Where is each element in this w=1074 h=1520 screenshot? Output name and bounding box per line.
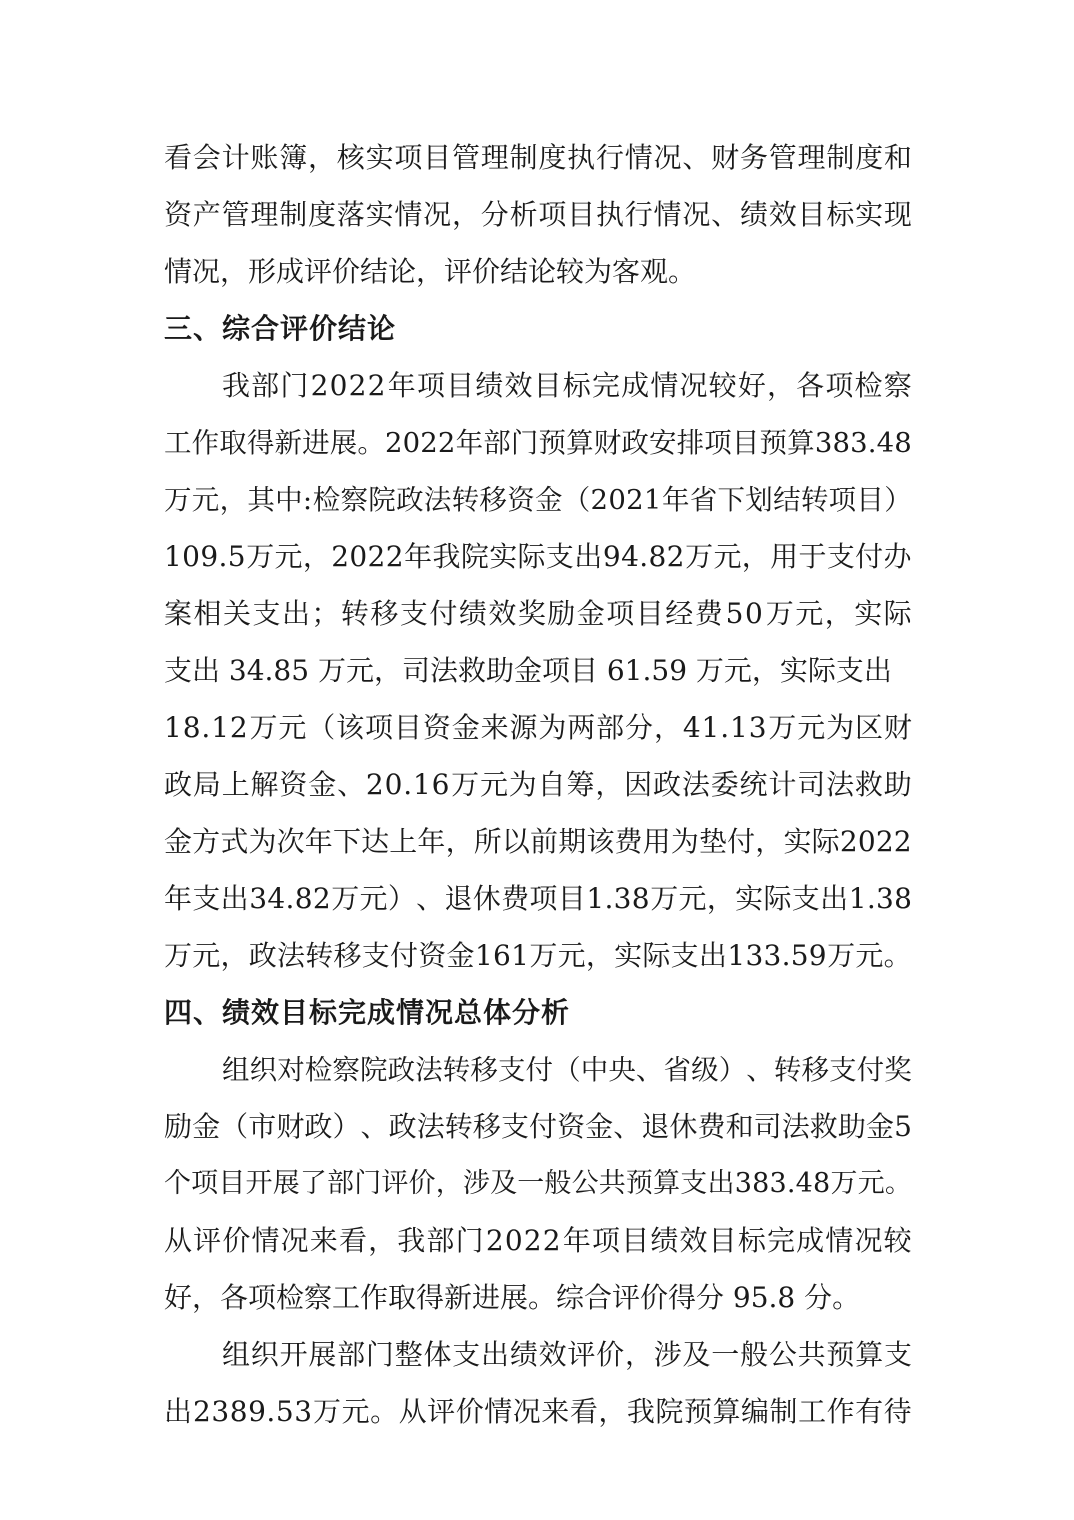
paragraph-line: 组 织 开 展 部 门 整 体 支 出 绩 效 评 价 ， 涉 及 一 般 公 共 预 算 支 <box>222 1338 912 1371</box>
paragraph-line: 1 0 9 . 5 万 元 ， 2 0 2 2 年 我 院 实 际 支 出 9 4 . 8 2 万 元 ， 用 于 支 付 办 <box>164 540 912 573</box>
paragraph-line: 工 作 取 得 新 进 展 。 2 0 2 2 年 部 门 预 算 财 政 安 排 项 目 预 算 3 8 3 . 4 8 <box>164 427 912 459</box>
paragraph-line: 金 方 式 为 次 年 下 达 上 年 ， 所 以 前 期 该 费 用 为 垫 付 ， 实 际 2 0 2 2 <box>164 825 912 858</box>
paragraph-line: 资 产 管 理 制 度 落 实 情 况 ， 分 析 项 目 执 行 情 况 、 绩 效 目 标 实 现 <box>164 198 912 231</box>
paragraph-line: 情况，形成评价结论，评价结论较为客观。 <box>164 255 697 288</box>
section-heading: 四、绩效目标完成情况总体分析 <box>164 996 571 1029</box>
paragraph-line: 出 2 3 8 9 . 5 3 万 元 。 从 评 价 情 况 来 看 ， 我 院 预 算 编 制 工 作 有 待 <box>164 1395 912 1428</box>
paragraph-line: 政 局 上 解 资 金 、 2 0 . 1 6 万 元 为 自 筹 ， 因 政 法 委 统 计 司 法 救 助 <box>164 768 912 801</box>
paragraph-line: 从 评 价 情 况 来 看 ， 我 部 门 2 0 2 2 年 项 目 绩 效 目 标 完 成 情 况 较 <box>164 1224 912 1257</box>
section-heading: 三、综合评价结论 <box>164 312 397 345</box>
paragraph-line: 励 金 （ 市 财 政 ） 、 政 法 转 移 支 付 资 金 、 退 休 费 和 司 法 救 助 金 5 <box>164 1110 912 1143</box>
paragraph-line: 1 8 . 1 2 万 元 （ 该 项 目 资 金 来 源 为 两 部 分 ， 4 1 . 1 3 万 元 为 区 财 <box>164 711 912 744</box>
paragraph-line: 案 相 关 支 出 ； 转 移 支 付 绩 效 奖 励 金 项 目 经 费 5 0 万 元 ， 实 际 <box>164 597 912 630</box>
paragraph-line: 支出 34.85 万元，司法救助金项目 61.59 万元，实际支出 <box>164 654 892 687</box>
paragraph-line: 年 支 出 3 4 . 8 2 万 元 ） 、 退 休 费 项 目 1 . 3 8 万 元 ， 实 际 支 出 1 . 3 8 <box>164 882 912 915</box>
paragraph-line: 看 会 计 账 簿 ， 核 实 项 目 管 理 制 度 执 行 情 况 、 财 务 管 理 制 度 和 <box>164 141 912 174</box>
paragraph-line: 我 部 门 2 0 2 2 年 项 目 绩 效 目 标 完 成 情 况 较 好 ， 各 项 检 察 <box>222 369 912 402</box>
paragraph-line: 好，各项检察工作取得新进展。综合评价得分 95.8 分。 <box>164 1281 861 1314</box>
paragraph-line: 个 项 目 开 展 了 部 门 评 价 ， 涉 及 一 般 公 共 预 算 支 出 3 8 3 . 4 8 万 元 。 <box>164 1168 912 1199</box>
paragraph-line: 组 织 对 检 察 院 政 法 转 移 支 付 （ 中 央 、 省 级 ） 、 转 移 支 付 奖 <box>222 1054 912 1086</box>
paragraph-line: 万 元 ， 其 中 : 检 察 院 政 法 转 移 资 金 （ 2 0 2 1 年 省 下 划 结 转 项 目 ） <box>164 484 912 516</box>
paragraph-line: 万 元 ， 政 法 转 移 支 付 资 金 1 6 1 万 元 ， 实 际 支 出 1 3 3 . 5 9 万 元 。 <box>164 939 912 972</box>
